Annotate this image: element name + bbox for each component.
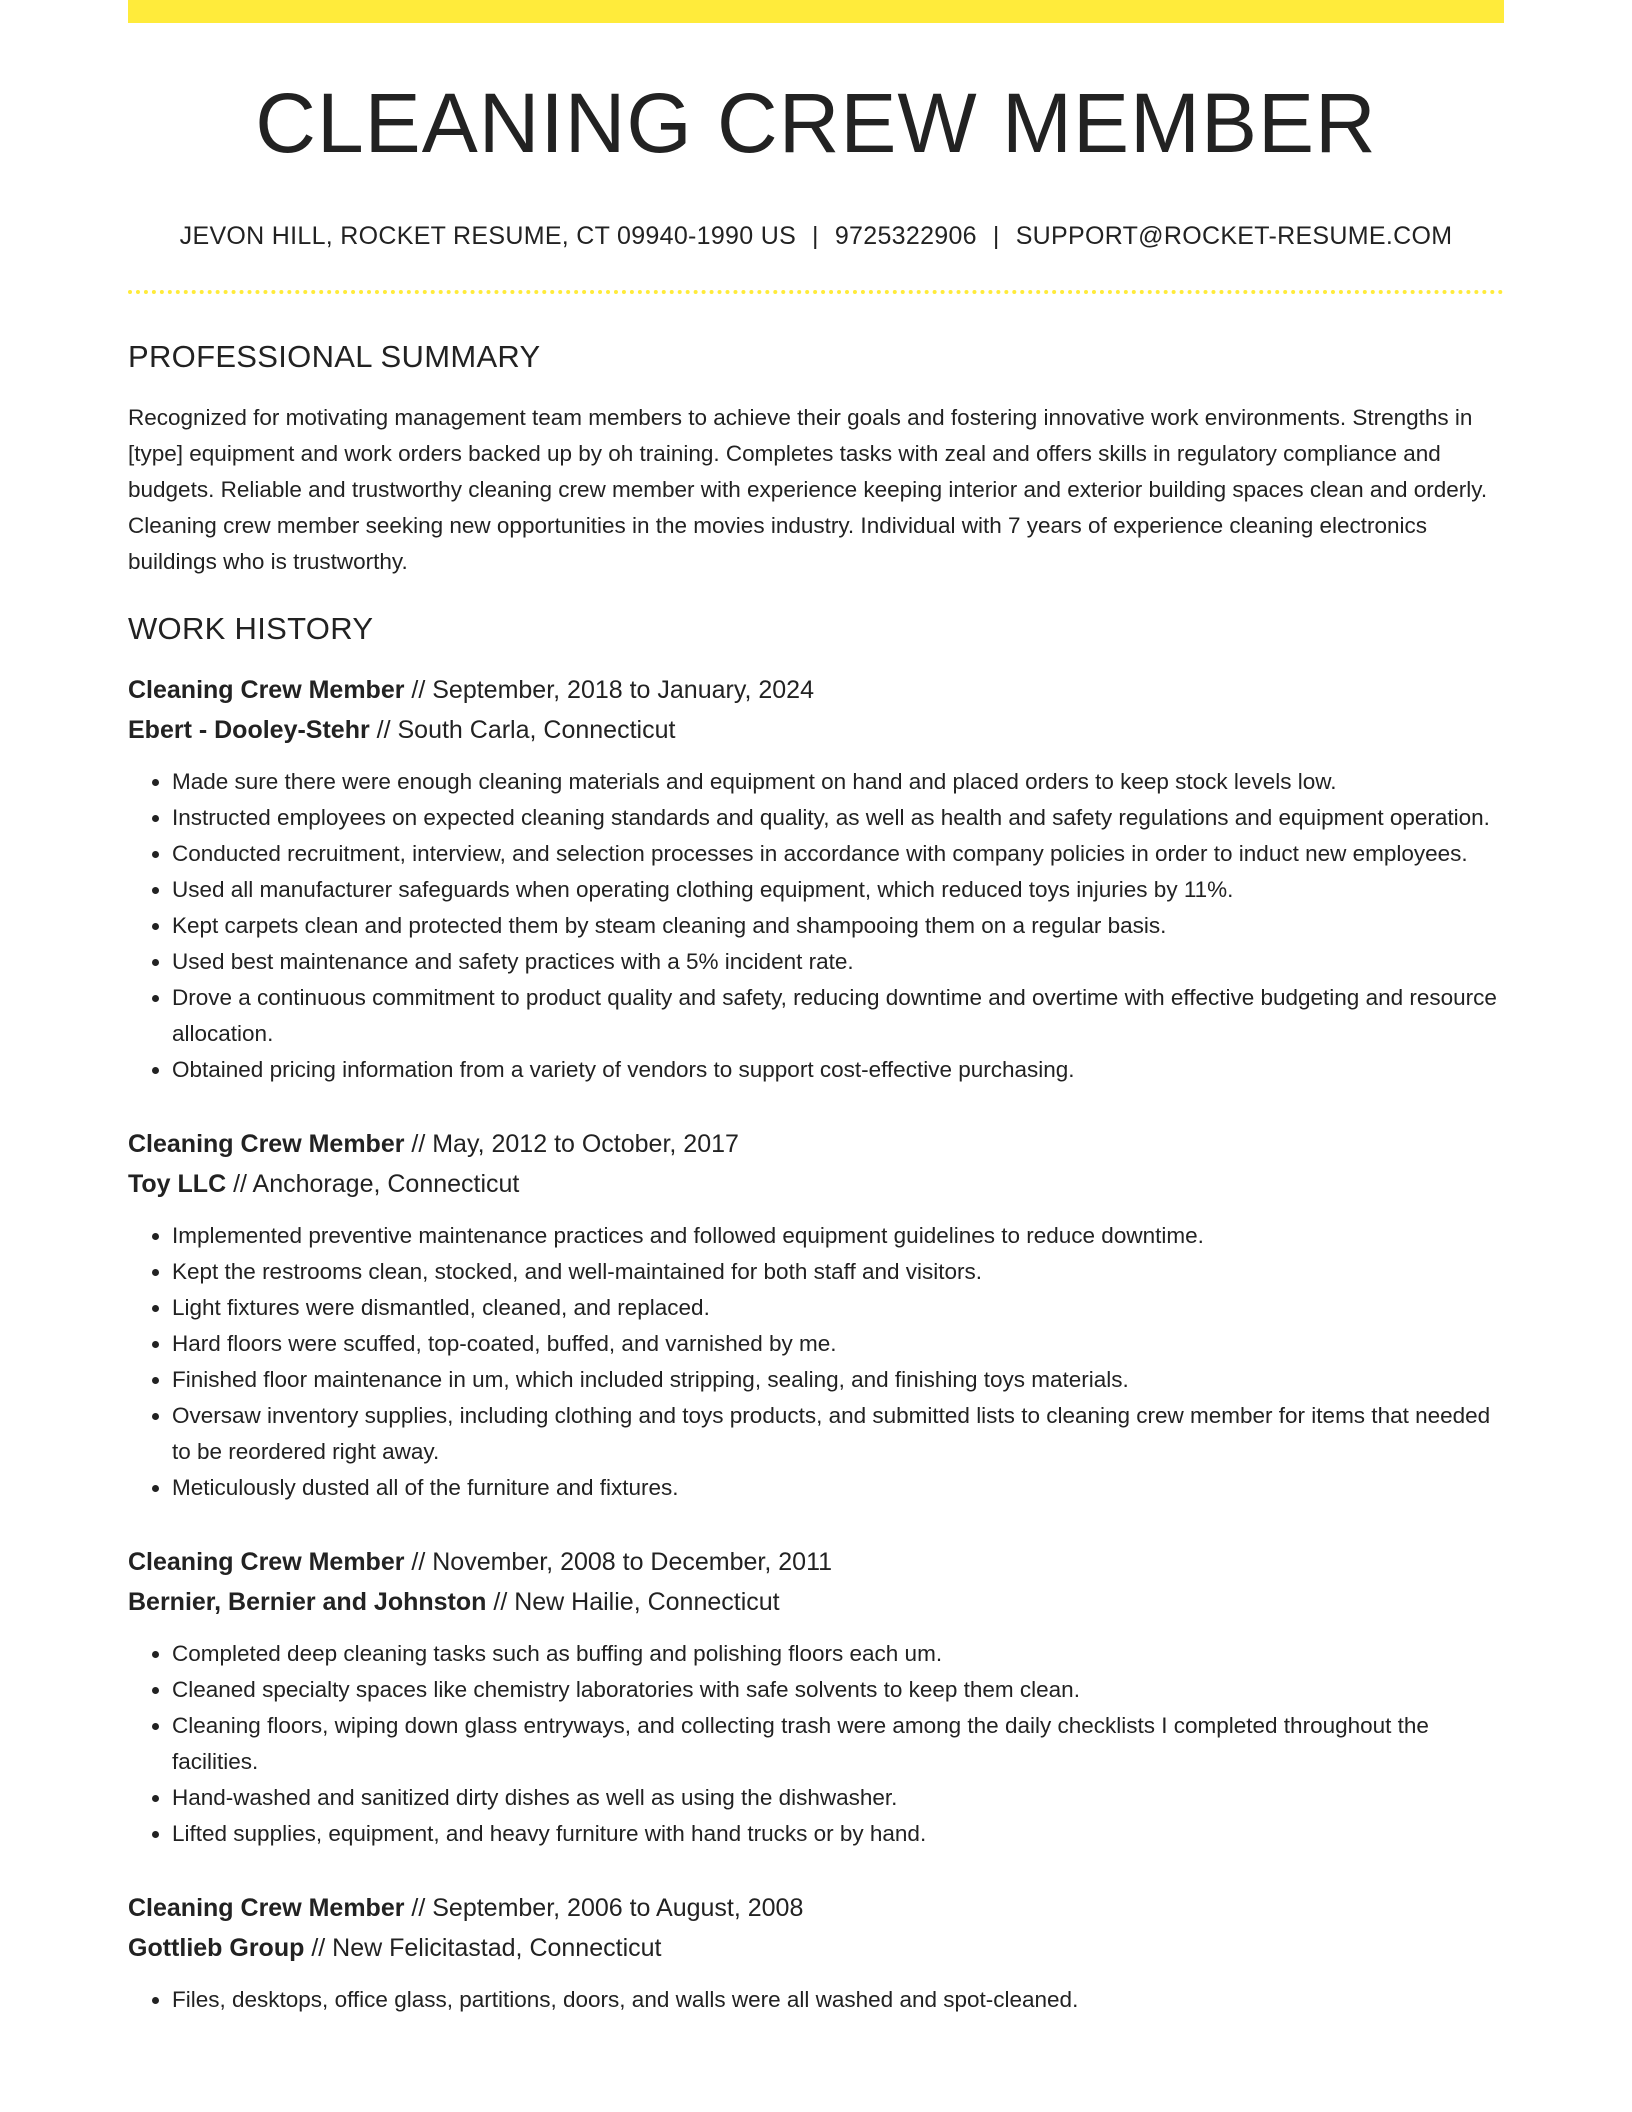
job-bullet-list [128,1218,1504,1506]
job-bullet: • Cleaning floors, wiping down glass entryways, and collecting trash were among the daily checklists I completed throughout the facilities. [172,1708,1504,1780]
job-company: Toy LLC [128,1170,227,1199]
contact-phone: 9725322906 [834,222,977,250]
job-company-line [128,1582,1504,1622]
job-bullet: • Hand-washed and sanitized dirty dishes as well as using the dishwasher. [172,1780,1504,1816]
job-bullet: • Hard floors were scuffed, top-coated, buffed, and varnished by me. [172,1326,1504,1362]
job-bullet: • Instructed employees on expected cleaning standards and quality, as well as health and safety regulations and equipment operation. [172,800,1504,836]
resume-title: CLEANING CREW MEMBER [255,76,1377,170]
job-title: Cleaning Crew Member [128,1548,405,1577]
job-title: Cleaning Crew Member [128,1894,405,1923]
resume-page [128,0,1504,2018]
job-title-line [128,1542,1504,1582]
job-bullet-list [128,1982,1504,2018]
job-company: Bernier, Bernier and Johnston [128,1588,487,1617]
job-location: // South Carla, Connecticut [369,716,676,745]
job-entry [128,1542,1504,1852]
job-bullet: • Files, desktops, office glass, partitions, doors, and walls were all washed and spot-cleaned. [172,1982,1504,2018]
job-bullet: • Implemented preventive maintenance practices and followed equipment guidelines to reduce downtime. [172,1218,1504,1254]
job-company-line [128,710,1504,750]
job-location: // New Felicitastad, Connecticut [304,1934,662,1963]
job-company: Ebert - Dooley-Stehr [128,716,370,745]
top-accent-bar [128,0,1504,23]
work-history-heading: WORK HISTORY [128,611,374,647]
job-bullet: • Light fixtures were dismantled, cleaned, and replaced. [172,1290,1504,1326]
job-bullet: • Kept carpets clean and protected them by steam cleaning and shampooing them on a regular basis. [172,908,1504,944]
job-bullet: • Cleaned specialty spaces like chemistry laboratories with safe solvents to keep them clean. [172,1672,1504,1708]
job-bullet: • Made sure there were enough cleaning materials and equipment on hand and placed orders to keep stock levels low. [172,764,1504,800]
job-bullet: • Used best maintenance and safety practices with a 5% incident rate. [172,944,1504,980]
contact-separator: | [812,222,819,250]
job-location: // New Hailie, Connecticut [486,1588,780,1617]
job-company-line [128,1928,1504,1968]
job-location: // Anchorage, Connecticut [226,1170,520,1199]
job-bullet-list [128,1636,1504,1852]
job-bullet: • Lifted supplies, equipment, and heavy furniture with hand trucks or by hand. [172,1816,1504,1852]
job-company: Gottlieb Group [128,1934,305,1963]
job-bullet: • Conducted recruitment, interview, and selection processes in accordance with company policies in order to induct new employees. [172,836,1504,872]
summary-text: Recognized for motivating management team members to achieve their goals and fostering innovative work environments. Strengths in [type] equipment and work orders backed up by oh training. Completes tasks with zeal and offers skills in regulatory compliance and budgets. Reliable and trustworthy cleaning crew member with experience keeping interior and exterior building spaces clean and orderly. Cleaning crew member seeking new opportunities in the movies industry. Individual with 7 years of experience cleaning electronics buildings who is trustworthy. [128,405,1488,575]
job-bullet: • Obtained pricing information from a variety of vendors to support cost-effective purchasing. [172,1052,1504,1088]
summary-heading: PROFESSIONAL SUMMARY [128,339,541,374]
job-title: Cleaning Crew Member [128,1130,405,1159]
job-bullet-list [128,764,1504,1088]
job-title-line [128,670,1504,710]
job-title: Cleaning Crew Member [128,676,405,705]
job-dates: // November, 2008 to December, 2011 [404,1548,833,1577]
job-bullet: • Used all manufacturer safeguards when operating clothing equipment, which reduced toys injuries by 11%. [172,872,1504,908]
work-history-list [128,670,1504,2018]
job-dates: // May, 2012 to October, 2017 [404,1130,739,1159]
job-entry [128,670,1504,1088]
job-dates: // September, 2006 to August, 2008 [404,1894,804,1923]
contact-email: SUPPORT@ROCKET-RESUME.COM [1015,222,1453,250]
job-entry [128,1124,1504,1506]
header-divider [128,290,1504,294]
job-entry [128,1888,1504,2018]
contact-separator: | [992,222,1000,250]
job-bullet: • Completed deep cleaning tasks such as buffing and polishing floors each um. [172,1636,1504,1672]
job-bullet: • Finished floor maintenance in um, which included stripping, sealing, and finishing toys materials. [172,1362,1504,1398]
job-dates: // September, 2018 to January, 2024 [404,676,814,705]
job-company-line [128,1164,1504,1204]
job-bullet: • Drove a continuous commitment to product quality and safety, reducing downtime and overtime with effective budgeting and resource allocation. [172,980,1504,1052]
job-bullet: • Oversaw inventory supplies, including clothing and toys products, and submitted lists to cleaning crew member for items that needed to be reordered right away. [172,1398,1504,1470]
job-title-line [128,1888,1504,1928]
job-bullet: • Kept the restrooms clean, stocked, and well-maintained for both staff and visitors. [172,1254,1504,1290]
job-bullet: • Meticulously dusted all of the furniture and fixtures. [172,1470,1504,1506]
contact-address: JEVON HILL, ROCKET RESUME, CT 09940-1990 US [179,222,797,250]
contact-info [128,221,1504,251]
job-title-line [128,1124,1504,1164]
